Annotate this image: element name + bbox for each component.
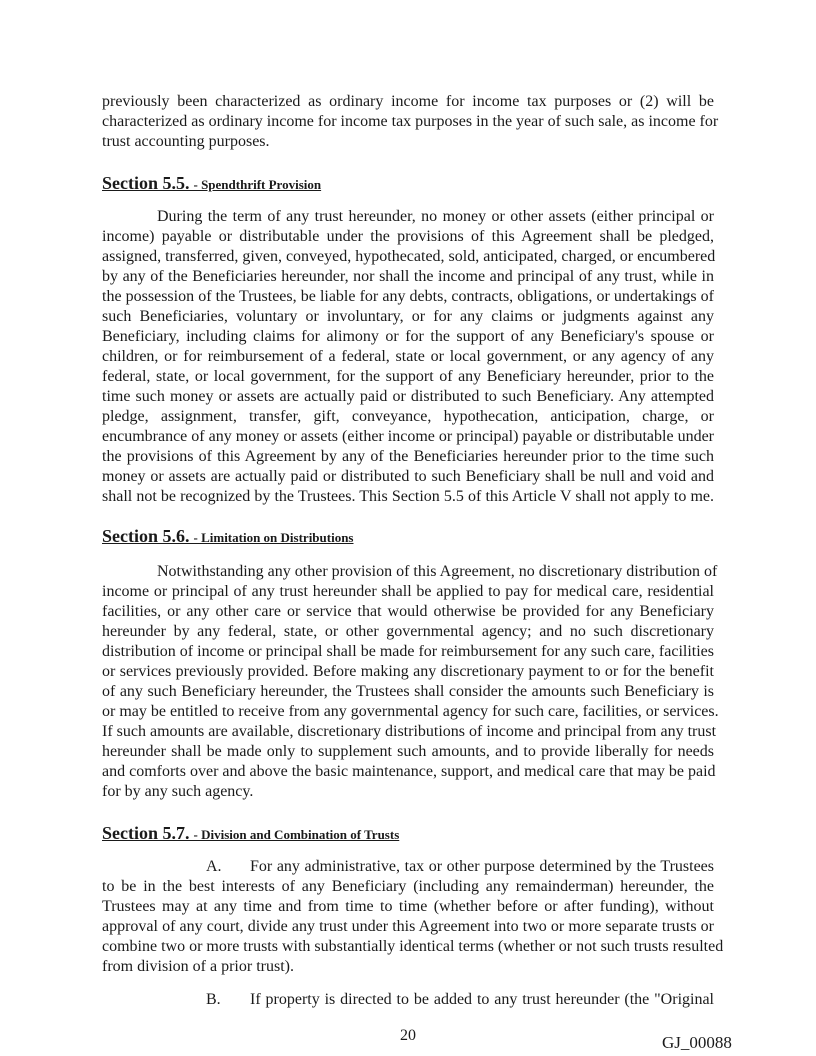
section-number: Section 5.5. — [102, 173, 190, 193]
page-number: 20 — [400, 1027, 416, 1044]
text-line: facilities, or any other care or service that would otherwise be provided for any Beneficiary — [102, 603, 714, 620]
text-line: the provisions of this Agreement by any of the Beneficiaries hereunder prior to the time such — [102, 448, 714, 465]
text-line: trust accounting purposes. — [102, 133, 270, 150]
text-line: or services previously provided. Before making any discretionary payment to or for the benefit — [102, 663, 714, 680]
intro-paragraph — [102, 92, 719, 152]
section-title: - Limitation on Distributions — [193, 530, 354, 545]
text-line: hereunder by any federal, state, or other governmental agency; and no such discretionary — [102, 623, 714, 640]
section-5-7-item-b — [102, 990, 714, 1010]
section-5-7-item-a — [102, 857, 724, 977]
section-title: - Division and Combination of Trusts — [193, 827, 400, 842]
text-line: to be in the best interests of any Beneficiary (including any remainderman) hereunder, the — [102, 878, 714, 895]
text-line: characterized as ordinary income for income tax purposes in the year of such sale, as income for — [102, 113, 719, 130]
text-line: Beneficiary, including claims for alimony or for the support of any Beneficiary's spouse or — [102, 328, 714, 345]
section-5-6-paragraph — [102, 562, 719, 802]
item-a-text — [102, 877, 724, 977]
text-line: or may be entitled to receive from any governmental agency for such care, facilities, or services. — [102, 703, 719, 720]
section-number: Section 5.7. — [102, 823, 190, 843]
text-line: approval of any court, divide any trust under this Agreement into two or more separate trusts or — [102, 918, 714, 935]
text-line: shall not be recognized by the Trustees. This Section 5.5 of this Article V shall not apply to me. — [102, 488, 714, 505]
text-line: encumbrance of any money or assets (either income or principal) payable or distributable under — [102, 428, 714, 445]
text-line: assigned, transferred, given, conveyed, hypothecated, sold, anticipated, charged, or encumbered — [102, 248, 716, 265]
section-title: - Spendthrift Provision — [193, 177, 322, 192]
text-line: from division of a prior trust). — [102, 958, 294, 975]
section-5-5-paragraph — [102, 207, 714, 507]
text-line: pledge, assignment, transfer, gift, conveyance, hypothecation, anticipation, charge, or — [102, 408, 714, 425]
section-5-7-heading — [102, 823, 399, 845]
text-line: by any of the Beneficiaries hereunder, nor shall the income and principal of any trust, while in — [102, 268, 714, 285]
text-line: children, or for reimbursement of a federal, state or local government, or any agency of any — [102, 348, 714, 365]
text-line: federal, state, or local government, for the support of any Beneficiary hereunder, prior to the — [102, 368, 714, 385]
text-line: Notwithstanding any other provision of this Agreement, no discretionary distribution of — [157, 563, 718, 580]
text-line: money or assets are actually paid or distributed to such Beneficiary shall be null and void and — [102, 468, 714, 485]
text-line: Trustees may at any time and from time to time (whether before or after funding), without — [102, 898, 714, 915]
text-line: and comforts over and above the basic maintenance, support, and medical care that may be paid — [102, 763, 716, 780]
text-line: of any such Beneficiary hereunder, the Trustees shall consider the amounts such Beneficiary is — [102, 683, 714, 700]
text-line: the possession of the Trustees, be liable for any debts, contracts, obligations, or undertakings of — [102, 288, 714, 305]
text-line: During the term of any trust hereunder, no money or other assets (either principal or — [157, 208, 714, 225]
text-line: income) payable or distributable under the provisions of this Agreement shall be pledged, — [102, 228, 714, 245]
text-line: for by any such agency. — [102, 783, 254, 800]
text-line: distribution of income or principal shall be made for reimbursement for any such care, facilities — [102, 643, 714, 660]
item-label: B. — [206, 991, 221, 1008]
text-line: previously been characterized as ordinary income for income tax purposes or (2) will be — [102, 93, 714, 110]
section-number: Section 5.6. — [102, 526, 190, 546]
item-label: A. — [206, 858, 222, 875]
bates-number: GJ_00088 — [662, 1033, 732, 1052]
text-line: If such amounts are available, discretionary distributions of income and principal from any trust — [102, 723, 717, 740]
item-first-line: For any administrative, tax or other purpose determined by the Trustees — [250, 858, 714, 875]
text-line: hereunder shall be made only to supplement such amounts, and to provide liberally for needs — [102, 743, 714, 760]
text-line: income or principal of any trust hereunder shall be applied to pay for medical care, residential — [102, 583, 714, 600]
section-5-6-heading — [102, 526, 354, 548]
text-line: combine two or more trusts with substantially identical terms (whether or not such trusts resulted — [102, 938, 724, 955]
text-line: time such money or assets are actually paid or distributed to such Beneficiary. Any attempted — [102, 388, 714, 405]
text-line: such Beneficiaries, voluntary or involuntary, or for any claims or judgments against any — [102, 308, 714, 325]
item-first-line: If property is directed to be added to any trust hereunder (the "Original — [250, 991, 714, 1008]
section-5-5-heading — [102, 173, 321, 195]
